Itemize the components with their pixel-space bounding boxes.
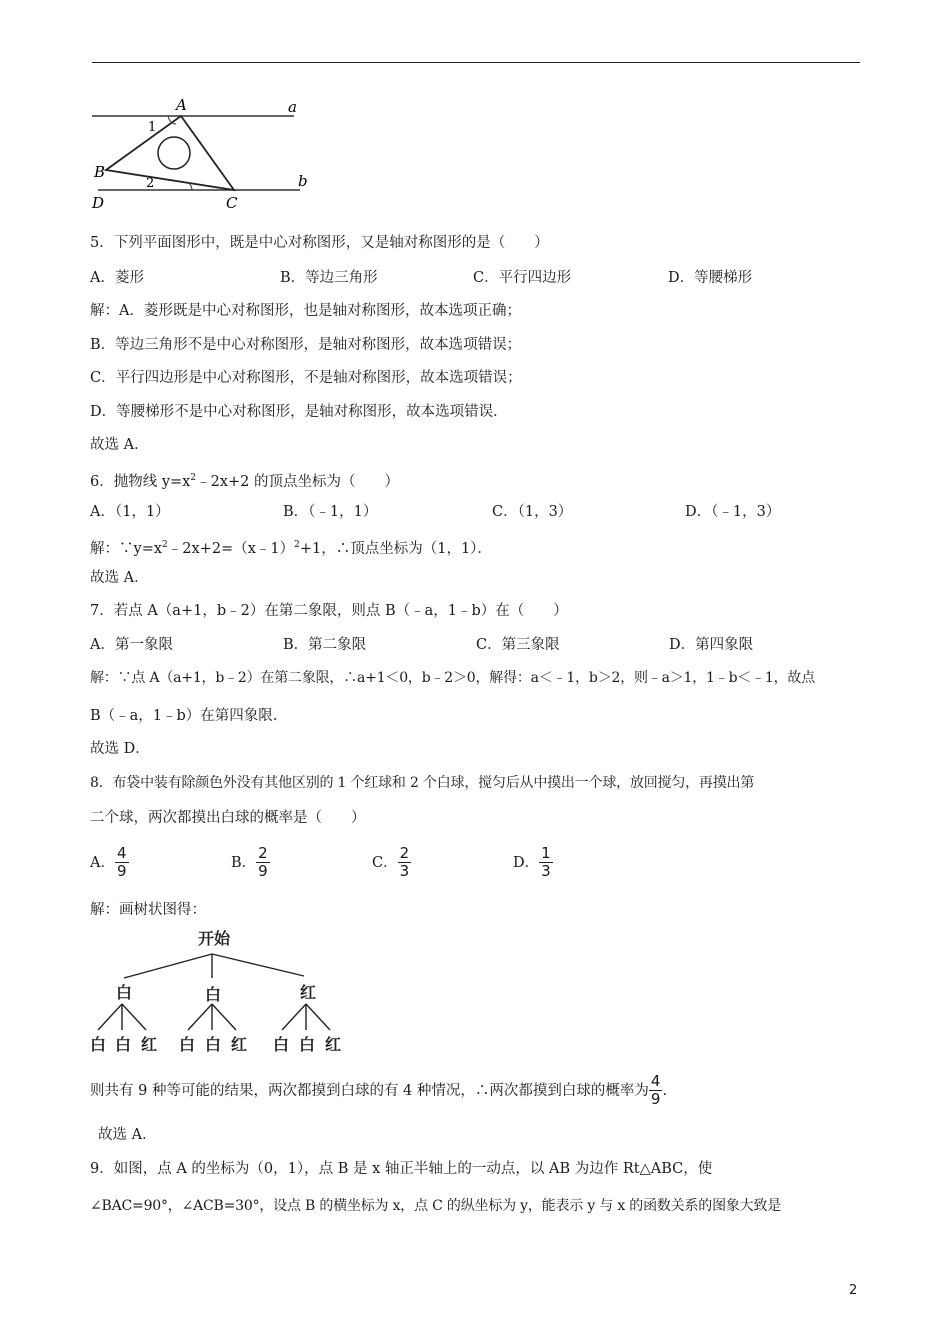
fraction: $\frac{2}{3}$: [399, 844, 410, 880]
label-D: D: [92, 194, 105, 212]
label-A: A: [176, 96, 187, 114]
q6-option-a: A．（1，1）: [90, 504, 170, 520]
q5-option-b: B．等边三角形: [280, 270, 378, 286]
tree-leaf: 白: [298, 1035, 316, 1054]
q7-option-b: B．第二象限: [283, 637, 367, 653]
q6-answer: 故选 A．: [90, 570, 149, 586]
label-1: 1: [148, 120, 157, 135]
inscribed-circle: [158, 137, 190, 169]
tree-leaf: 红: [230, 1035, 248, 1054]
q6-solution: 解：$\because y=x^2﹣2x+2=(x﹣1)^2+1$，∴顶点坐标为（1，1）．: [90, 540, 492, 557]
page-number: 2: [849, 1283, 858, 1298]
q5-solution-line: D．等腰梯形不是中心对称图形，是轴对称图形，故本选项错误．: [90, 404, 508, 420]
q6-option-c: C．（1，3）: [492, 504, 573, 520]
label-b: b: [298, 172, 308, 190]
q6-option-d: D．（﹣1，3）: [685, 504, 781, 520]
q8-question-line: 8．布袋中装有除颜色外没有其他区别的 1 个红球和 2 个白球，搅匀后从中摸出一个球，放回搅匀，再摸出第: [90, 775, 755, 791]
header-rule: [92, 62, 860, 63]
tree-leaf: 白: [89, 1035, 107, 1054]
q5-solution-line: B．等边三角形不是中心对称图形，是轴对称图形，故本选项错误；: [90, 337, 522, 353]
fraction: $\frac{2}{9}$: [258, 844, 268, 880]
tree-leaf: 白: [114, 1035, 132, 1054]
tree-node: 白: [115, 983, 133, 1002]
q8-question-line: 二个球，两次都摸出白球的概率是（ ）: [90, 810, 366, 826]
q7-option-d: D．第四象限: [669, 637, 754, 653]
q8-option-d: D． $\frac{1}{3}$: [513, 844, 551, 880]
q7-option-a: A．第一象限: [90, 637, 173, 653]
label-B: B: [94, 163, 106, 181]
triangle-abc: [106, 116, 234, 190]
fraction: $\frac{4}{9}$: [116, 844, 127, 880]
q5-option-d: D．等腰梯形: [668, 270, 753, 286]
fraction: $\frac{1}{3}$: [541, 844, 551, 880]
q8-answer: 故选 A．: [98, 1127, 157, 1143]
q7-answer: 故选 D．: [90, 741, 150, 757]
q8-option-a: A． $\frac{4}{9}$: [90, 844, 127, 880]
tree-leaf: 白: [178, 1035, 196, 1054]
q7-question: 7．若点 A（a+1，b﹣2）在第二象限，则点 B（﹣a，1﹣b）在（ ）: [90, 603, 568, 619]
q5-option-a: A．菱形: [90, 270, 144, 286]
label-2: 2: [146, 176, 155, 191]
tree-leaf: 白: [272, 1035, 290, 1054]
q5-answer: 故选 A．: [90, 437, 149, 453]
tree-node: 白: [204, 985, 222, 1004]
tree-leaf: 红: [140, 1035, 158, 1054]
tree-node: 红: [299, 983, 317, 1002]
q8-conclusion: 则共有 9 种等可能的结果，两次都摸到白球的有 4 种情况，∴两次都摸到白球的概率为 $\frac{4}{9}$ .: [90, 1072, 668, 1108]
q7-solution-line: B（﹣a，1﹣b）在第四象限.: [90, 708, 278, 724]
q6-question: 6．抛物线 $y=x^2﹣2x+2$ 的顶点坐标为（ ）: [90, 473, 399, 490]
q5-solution-line: 解：A．菱形既是中心对称图形，也是轴对称图形，故本选项正确；: [90, 303, 521, 319]
q9-question-line: 9．如图，点 A 的坐标为（0，1），点 B 是 x 轴正半轴上的一动点，以 AB 为边作 Rt△ABC，使: [90, 1161, 713, 1177]
q5-option-c: C．平行四边形: [473, 270, 572, 286]
q8-option-b: B． $\frac{2}{9}$: [231, 844, 268, 880]
q5-solution-line: C．平行四边形是中心对称图形，不是轴对称图形，故本选项错误；: [90, 370, 522, 386]
tree-root: 开始: [197, 929, 231, 948]
q5-question: 5．下列平面图形中，既是中心对称图形，又是轴对称图形的是（ ）: [90, 235, 549, 251]
q8-option-c: C． $\frac{2}{3}$: [372, 844, 410, 880]
geometry-figure: [88, 96, 318, 212]
q8-solution-intro: 解：画树状图得：: [90, 902, 206, 918]
label-a: a: [288, 98, 297, 116]
q7-option-c: C．第三象限: [476, 637, 560, 653]
label-C: C: [226, 194, 238, 212]
tree-leaf: 红: [324, 1035, 342, 1054]
q9-question-line: ∠BAC=90°，∠ACB=30°，设点 B 的横坐标为 x，点 C 的纵坐标为 y，能表示 y 与 x 的函数关系的图象大致是: [90, 1198, 782, 1214]
q7-solution-line: 解：∵点 A（a+1，b﹣2）在第二象限，∴a+1＜0，b﹣2＞0，解得：a＜﹣1，b＞2，则﹣a＞1，1﹣b＜﹣1，故点: [90, 670, 816, 686]
tree-leaf: 白: [204, 1035, 222, 1054]
tree-diagram: [84, 926, 354, 1056]
fraction: $\frac{4}{9}$: [650, 1072, 661, 1108]
q6-option-b: B．（﹣1，1）: [283, 504, 378, 520]
